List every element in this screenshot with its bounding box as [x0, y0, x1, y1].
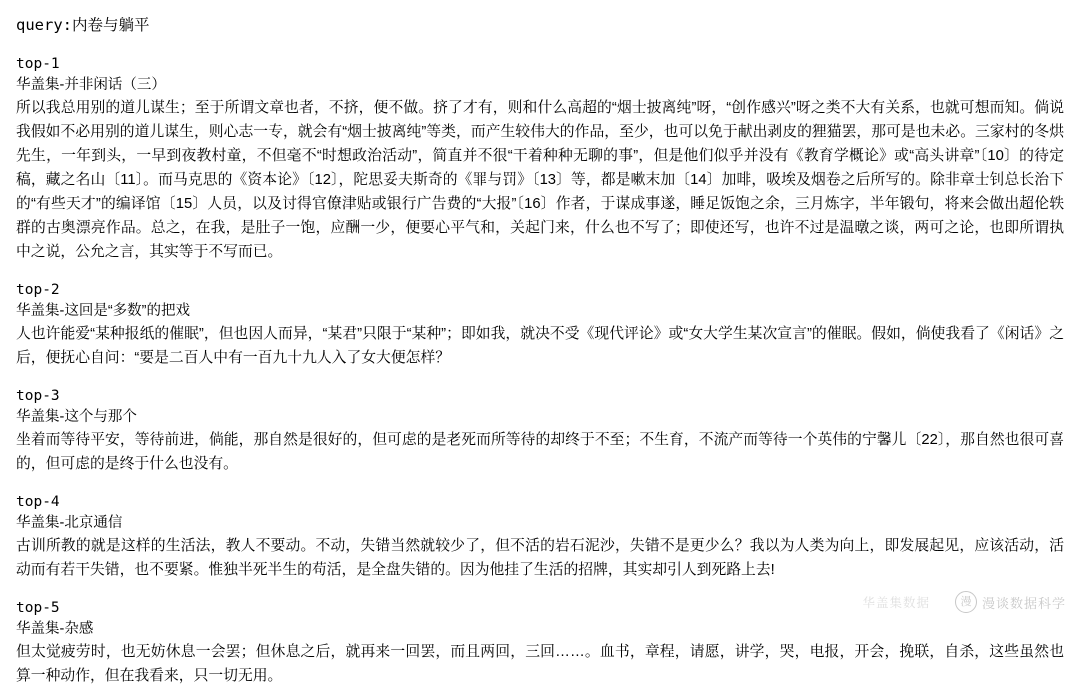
result-rank-2: top-2: [16, 282, 60, 298]
result-item-2: [16, 280, 1066, 370]
result-body-5: 但太觉疲劳时，也无妨休息一会罢；但休息之后，就再来一回罢，而且两回，三回……。血书，章程，请愿，讲学，哭，电报，开会，挽联，自杀，这些虽然也算一种动作，但在我看来，只一切无用。: [16, 644, 1064, 684]
result-item-1: [16, 54, 1066, 264]
result-item-3: [16, 386, 1066, 476]
result-item-4: [16, 492, 1066, 582]
result-body-1: 所以我总用别的道儿谋生；至于所谓文章也者，不挤，便不做。挤了才有，则和什么高超的“烟士披离纯”呀，“创作感兴”呀之类不大有关系，也就可想而知。倘说我假如不必用别的道儿谋生，则心志一专，就会有“烟士披离纯”等类，而产生较伟大的作品，至少，也可以免于献出剥皮的狸猫罢，那可是也未必。三家村的冬烘先生，一年到头，一早到夜教村童，不但毫不“时想政治活动”，简直并不很“干着种种无聊的事”，但是他们似乎并没有《教育学概论》或“高头讲章”〔10〕的待定稿，藏之名山〔11〕。而马克思的《资本论》〔12〕，陀思妥夫斯奇的《罪与罚》〔13〕等，都是嗽末加〔14〕加啡，吸埃及烟卷之后所写的。除非章士钊总长治下的“有些天才”的编译馆〔15〕人员，以及讨得官僚津贴或银行广告费的“大报”〔16〕作者，于谋成事遂，睡足饭饱之余，三月炼字，半年锻句，将来会做出超伦轶群的古奥漂亮作品。总之，在我，是肚子一饱，应酬一少，便要心平气和，关起门来，什么也不写了；即使还写，也许不过是温暾之谈，两可之论，也即所谓执中之说，公允之言，其实等于不写而已。: [16, 100, 1064, 260]
result-title-1: 华盖集-并非闲话（三）: [16, 77, 166, 93]
result-title-5: 华盖集-杂感: [16, 621, 94, 637]
result-title-4: 华盖集-北京通信: [16, 515, 123, 531]
watermark-text: 漫谈数据科学: [981, 595, 1066, 611]
result-body-2: 人也许能爱“某种报纸的催眠”，但也因人而异，“某君”只限于“某种”；即如我，就决不受《现代评论》或“女大学生某次宣言”的催眠。假如，倘使我看了《闲话》之后，便抚心自问：“要是二百人中有一百九十九人入了女大便怎样？: [16, 326, 1064, 366]
result-rank-3: top-3: [16, 388, 60, 404]
result-rank-1: top-1: [16, 56, 60, 72]
result-title-3: 华盖集-这个与那个: [16, 409, 137, 425]
query-line: query:内卷与躺平: [16, 16, 150, 34]
result-body-3: 坐着而等待平安，等待前进，倘能，那自然是很好的，但可虑的是老死而所等待的却终于不至；不生育，不流产而等待一个英伟的宁馨儿〔22〕，那自然也很可喜的，但可虑的是终于什么也没有。: [16, 432, 1064, 472]
result-body-4: 古训所教的就是这样的生活法，教人不要动。不动，失错当然就较少了，但不活的岩石泥沙，失错不是更少么？我以为人类为向上，即发展起见，应该活动，活动而有若干失错，也不要紧。惟独半死半生的苟活，是全盘失错的。因为他挂了生活的招牌，其实却引人到死路上去!: [16, 538, 1064, 578]
result-item-5: [16, 598, 1066, 688]
watermark-faint-text: 华盖集数据: [862, 596, 930, 610]
result-title-2: 华盖集-这回是“多数”的把戏: [16, 303, 190, 319]
watermark-logo-icon: 漫: [955, 591, 977, 613]
result-rank-5: top-5: [16, 600, 60, 616]
result-rank-4: top-4: [16, 494, 60, 510]
